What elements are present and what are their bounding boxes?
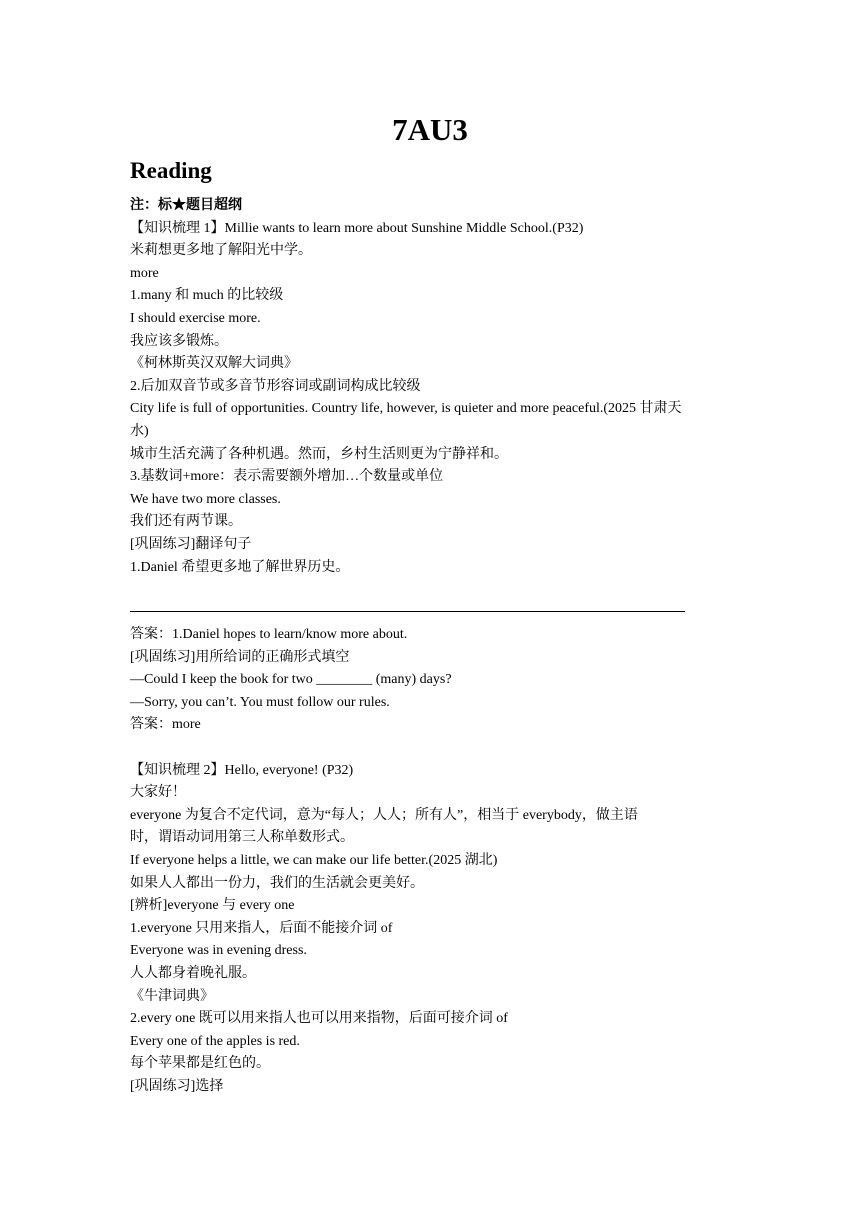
text-line: 《牛津词典》 (130, 988, 214, 1004)
text-line: [巩固练习]翻译句子 (130, 536, 252, 552)
part2-lines (130, 624, 750, 737)
text-line: 答案：more (130, 717, 201, 733)
text-line: 我应该多锻炼。 (130, 333, 228, 349)
paragraph-spacer (130, 737, 750, 760)
text-line: [巩固练习]选择 (130, 1078, 224, 1094)
text-line: 1.many 和 much 的比较级 (130, 288, 284, 304)
section-heading: Reading (130, 158, 212, 183)
part3-lines (130, 760, 750, 1099)
text-line: 时，谓语动词用第三人称单数形式。 (130, 830, 354, 846)
text-line: 每个苹果都是红色的。 (130, 1056, 270, 1072)
text-line: 人人都身着晚礼服。 (130, 966, 256, 981)
text-line: 【知识梳理 1】Millie wants to learn more about Sunshine Middle School.(P32) (130, 220, 584, 236)
text-line: 城市生活充满了各种机遇。然而，乡村生活则更为宁静祥和。 (130, 446, 508, 462)
text-line: 2.every one 既可以用来指人也可以用来指物，后面可接介词 of (130, 1011, 508, 1027)
text-line: 水) (130, 423, 149, 439)
text-line: City life is full of opportunities. Country life, however, is quieter and more peaceful.(2025 甘肃天 (130, 401, 682, 417)
text-line: 米莉想更多地了解阳光中学。 (130, 243, 312, 259)
text-line: 3.基数词+more：表示需要额外增加…个数量或单位 (130, 469, 444, 485)
text-line: [巩固练习]用所给词的正确形式填空 (130, 649, 350, 665)
text-line: If everyone helps a little, we can make our life better.(2025 湖北) (130, 853, 498, 869)
note-line: 注：标★题目超纲 (130, 198, 242, 213)
text-line: everyone 为复合不定代词，意为“每人；人人；所有人”，相当于 everybody，做主语 (130, 807, 638, 823)
answer-blank (130, 579, 750, 624)
text-line: I should exercise more. (130, 310, 261, 326)
text-line: 我们还有两节课。 (130, 514, 242, 530)
text-line: 如果人人都出一份力，我们的生活就会更美好。 (130, 875, 424, 891)
text-line: 2.后加双音节或多音节形容词或副词构成比较级 (130, 378, 421, 394)
text-line: 答案：1.Daniel hopes to learn/know more about. (130, 627, 408, 643)
text-line: —Sorry, you can’t. You must follow our rules. (130, 694, 390, 710)
text-line: 【知识梳理 2】Hello, everyone! (P32) (130, 762, 354, 778)
document-body (130, 195, 750, 1099)
text-line: more (130, 265, 159, 281)
text-line: [辨析]everyone 与 every one (130, 898, 295, 914)
text-line: 大家好！ (130, 785, 186, 801)
text-line: 《柯林斯英汉双解大词典》 (130, 356, 298, 372)
text-line: We have two more classes. (130, 491, 281, 507)
text-line: Every one of the apples is red. (130, 1033, 300, 1049)
text-line: 1.everyone 只用来指人，后面不能接介词 of (130, 920, 393, 936)
text-line: 1.Daniel 希望更多地了解世界历史。 (130, 559, 350, 575)
answer-underline (130, 611, 685, 612)
text-line: —Could I keep the book for two ________ (many) days? (130, 672, 452, 688)
document-title: 7AU3 (392, 112, 468, 147)
text-line: Everyone was in evening dress. (130, 943, 307, 959)
part1-lines (130, 218, 750, 580)
